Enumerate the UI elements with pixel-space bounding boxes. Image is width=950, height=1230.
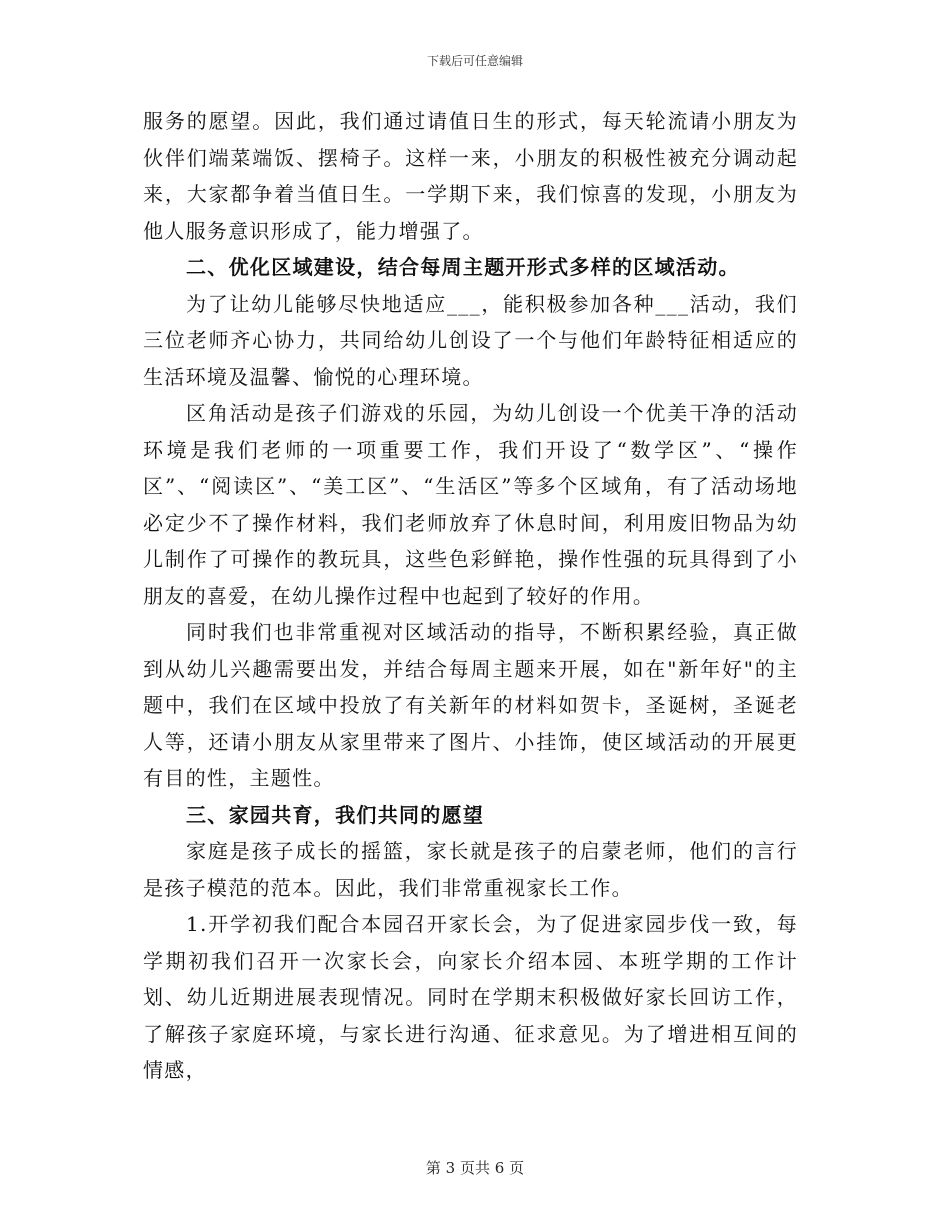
page-number: 第 3 页共 6 页 [425, 1159, 525, 1177]
paragraph-service-wish: 服务的愿望。因此，我们通过请值日生的形式，每天轮流请小朋友为伙伴们端菜端饭、摆椅子。这样一来，小朋友的积极性被充分调动起来，大家都争着当值日生。一学期下来，我们惊喜的发现，小朋友为他人服务意识形成了，能力增强了。 [143, 109, 798, 243]
page-header: 下载后可任意编辑 [426, 54, 523, 68]
section-heading-home-school: 三、家园共育，我们共同的愿望 [186, 802, 485, 827]
paragraph-guidance: 同时我们也非常重视对区域活动的指导，不断积累经验，真正做到从幼儿兴趣需要出发，并结合每周主题来开展，如在"新年好"的主题中，我们在区域中投放了有关新年的材料如贺卡，圣诞树，圣诞老人等，还请小朋友从家里带来了图片、小挂饰，使区域活动的开展更有目的性，主题性。 [143, 620, 798, 790]
paragraph-family: 家庭是孩子成长的摇篮，家长就是孩子的启蒙老师，他们的言行是孩子模范的范本。因此，我们非常重视家长工作。 [143, 839, 798, 900]
paragraph-environment: 为了让幼儿能够尽快地适应___，能积极参加各种___活动，我们三位老师齐心协力，共同给幼儿创设了一个与他们年龄特征相适应的生活环境及温馨、愉悦的心理环境。 [143, 291, 798, 389]
paragraph-parent-meeting: 1.开学初我们配合本园召开家长会，为了促进家园步伐一致，每学期初我们召开一次家长会，向家长介绍本园、本班学期的工作计划、幼儿近期进展表现情况。同时在学期末积极做好家长回访工作，了解孩子家庭环境，与家长进行沟通、征求意见。为了增进相互间的情感， [143, 912, 798, 1082]
document-body [143, 103, 798, 1089]
paragraph-corner-activities: 区角活动是孩子们游戏的乐园，为幼儿创设一个优美干净的活动环境是我们老师的一项重要工作，我们开设了“数学区”、“操作区”、“阅读区”、“美工区”、“生活区”等多个区域角，有了活动场地必定少不了操作材料，我们老师放弃了休息时间，利用废旧物品为幼儿制作了可操作的教玩具，这些色彩鲜艳，操作性强的玩具得到了小朋友的喜爱，在幼儿操作过程中也起到了较好的作用。 [143, 401, 798, 608]
section-heading-area-building: 二、优化区域建设，结合每周主题开形式多样的区域活动。 [186, 255, 740, 279]
